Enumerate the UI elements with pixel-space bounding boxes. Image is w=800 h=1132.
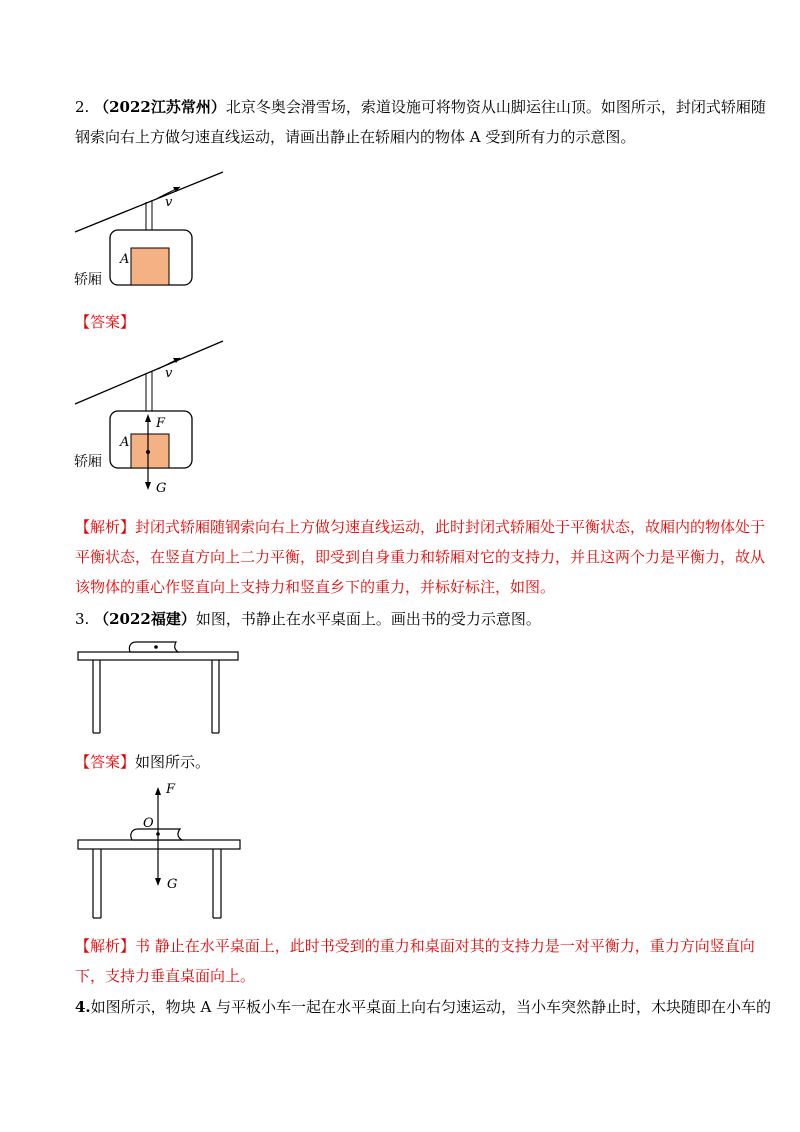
q3-force-g-label: G (167, 877, 178, 892)
q2-number: 2. (75, 98, 90, 116)
q2-answer-velocity-label: v (165, 366, 173, 381)
q3-answer-text: 如图所示。 (135, 753, 211, 771)
q3-analysis-line2: 下，支持力垂直桌面向上。 (75, 967, 256, 985)
q2-text-line1: 北京冬奥会滑雪场，索道设施可将物资从山脚运往山顶。如图所示，封闭式轿厢随 (225, 98, 766, 116)
q3-number: 3. (75, 610, 90, 628)
q2-text-line2: 钢索向右上方做匀速直线运动，请画出静止在轿厢内的物体 A 受到所有力的示意图。 (75, 128, 636, 146)
q2-analysis-line3: 该物体的重心作竖直向上支持力和竖直乡下的重力，并标好标注，如图。 (75, 578, 556, 596)
q2-velocity-label: v (165, 195, 173, 210)
q2-answer-figure (0, 340, 260, 495)
q3-point-o-label: O (143, 816, 154, 831)
q2-force-g-label: G (156, 481, 167, 495)
q2-cabin-label: 轿厢 (74, 272, 102, 288)
q3-force-f-label: F (166, 782, 176, 797)
q2-answer-block-label: A (120, 435, 130, 450)
q3-table-figure (0, 640, 260, 740)
q2-analysis-line2: 平衡状态，在竖直方向上二力平衡，即受到自身重力和轿厢对它的支持力，并且这两个力是平衡力，故从 (75, 548, 766, 566)
q3-stem (75, 609, 541, 629)
q2-stem-line1 (75, 97, 766, 117)
q3-analysis-tag: 【解析】 (75, 937, 136, 955)
q3-answer-line (75, 752, 210, 772)
q4-number: 4. (75, 998, 91, 1016)
q3-analysis-line1: 【解析】书 静止在水平桌面上，此时书受到的重力和桌面对其的支持力是一对平衡力，重力方向竖直向 (75, 937, 755, 955)
q2-source: （2022江苏常州） (94, 98, 226, 116)
q2-answer-tag: 【答案】 (75, 313, 136, 331)
q3-text: 如图，书静止在水平桌面上。画出书的受力示意图。 (195, 610, 541, 628)
q3-answer-figure (0, 775, 260, 925)
q2-force-f-label: F (156, 416, 166, 431)
q3-source: （2022福建） (94, 610, 196, 628)
q2-answer-cabin-label: 轿厢 (74, 454, 102, 470)
q2-analysis-line1: 【解析】封闭式轿厢随钢索向右上方做匀速直线运动，此时封闭式轿厢处于平衡状态，故厢内的物体处于 (75, 518, 766, 536)
q4-text: 如图所示，物块 A 与平板小车一起在水平桌面上向右匀速运动，当小车突然静止时，木块随即在小车的 (90, 998, 772, 1016)
q3-answer-tag: 【答案】 (75, 753, 136, 771)
q4-stem (75, 997, 771, 1017)
q2-analysis-tag: 【解析】 (75, 518, 136, 536)
q2-block-label: A (120, 252, 130, 267)
q2-cable-car-figure (0, 170, 260, 295)
